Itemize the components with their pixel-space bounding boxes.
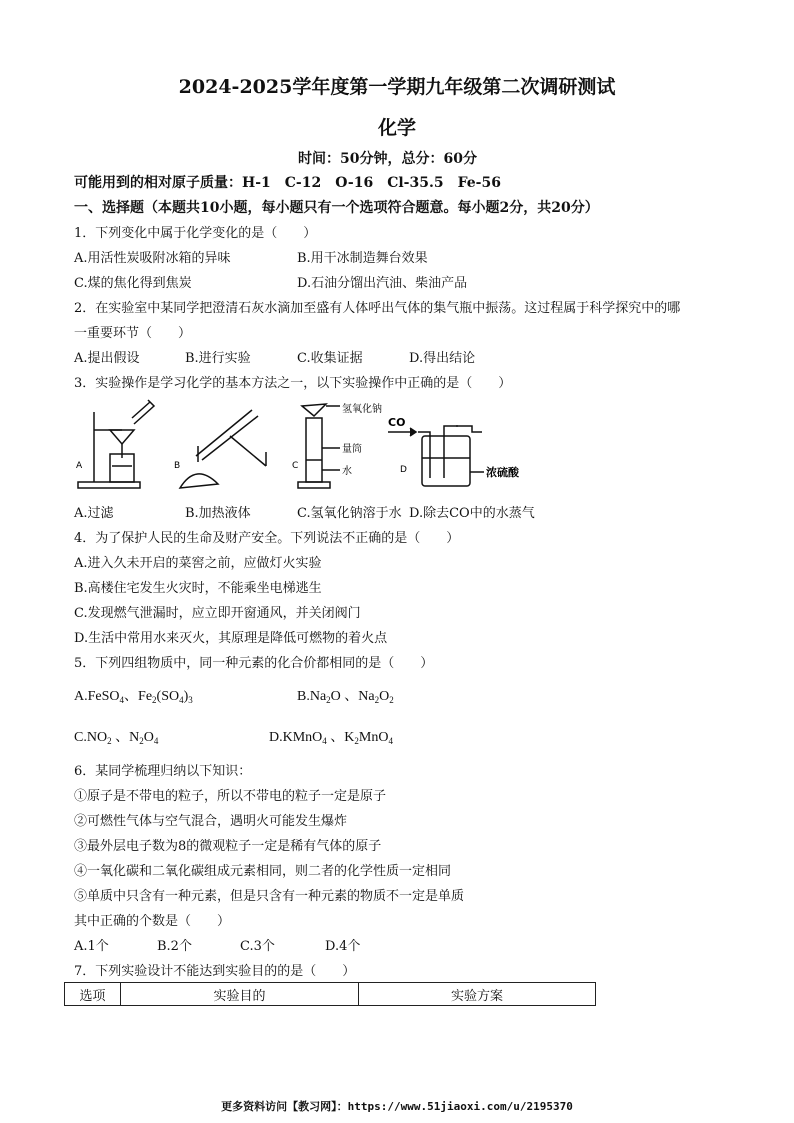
q6-option-a: A.1个 [74, 939, 109, 954]
q3-stem: 3．实验操作是学习化学的基本方法之一，以下实验操作中正确的是（ ） [74, 376, 512, 391]
figure-label-b: B [174, 461, 181, 471]
q4-option-a: A.进入久未开启的菜窖之前，应做灯火实验 [74, 556, 322, 571]
q5-label-b: B. [297, 689, 310, 704]
atomic-masses: 可能用到的相对原子质量：H-1 C-12 O-16 Cl-35.5 Fe-56 [74, 175, 501, 191]
q4-option-d: D.生活中常用水来灭火，其原理是降低可燃物的着火点 [74, 631, 388, 646]
subject-title: 化学 [377, 117, 416, 139]
q5-option-d: D.KMnO$_4$ 、$K_2MnO_4$ [269, 730, 393, 746]
q7-stem: 7．下列实验设计不能达到实验目的的是（ ） [74, 964, 356, 979]
q3-option-c: C.氢氧化钠溶于水 [297, 506, 402, 521]
header-plan: 实验方案 [359, 983, 596, 1006]
q6-option-c: C.3个 [240, 939, 275, 954]
q2-option-a: A.提出假设 [74, 351, 140, 366]
q3-apparatus-figures [70, 396, 600, 496]
q6-statement-5: ⑤单质中只含有一种元素，但是只含有一种元素的物质不一定是单质 [74, 889, 465, 904]
header-goal: 实验目的 [121, 983, 359, 1006]
q2-option-b: B.进行实验 [185, 351, 251, 366]
label-cylinder: 量筒 [342, 444, 362, 455]
figure-label-d: D [400, 465, 407, 475]
q4-stem: 4．为了保护人民的生命及财产安全。下列说法不正确的是（ ） [74, 531, 460, 546]
q2-option-c: C.收集证据 [297, 351, 363, 366]
q6-statement-1: ①原子是不带电的粒子，所以不带电的粒子一定是原子 [74, 789, 387, 804]
q5-label-a: A. [74, 689, 88, 704]
time-info: 时间：50分钟，总分：60分 [298, 151, 477, 167]
q5-label-d: D. [269, 730, 283, 745]
q4-option-b: B.高楼住宅发生火灾时，不能乘坐电梯逃生 [74, 581, 322, 596]
figure-label-c: C [292, 461, 299, 471]
q6-statement-3: ③最外层电子数为8的微观粒子一定是稀有气体的原子 [74, 839, 382, 854]
label-naoh: 氢氧化钠 [342, 404, 382, 415]
q1-option-a: A.用活性炭吸附冰箱的异味 [74, 251, 231, 266]
q1-stem: 1．下列变化中属于化学变化的是（ ） [74, 226, 317, 241]
q5-option-c: $C.NO_2$ 、$N_2O_4$ [74, 730, 159, 746]
q5-option-b: $B.Na_2O$ 、$Na_2O_2$ [297, 689, 394, 705]
q3-option-a: A.过滤 [74, 506, 114, 521]
exam-title: 2024-2025学年度第一学期九年级第二次调研测试 [178, 76, 616, 98]
q6-statement-4: ④一氧化碳和二氧化碳组成元素相同，则二者的化学性质一定相同 [74, 864, 452, 879]
q5-option-a: A.FeSO$_4$、$Fe_2(SO_4)_3$ [74, 689, 193, 705]
table-header-row [65, 983, 596, 1006]
figure-label-a: A [76, 461, 83, 471]
q2-stem-line2: 一重要环节（ ） [74, 326, 192, 341]
q5-label-c: C. [74, 730, 87, 745]
q6-stem: 6．某同学梳理归纳以下知识： [74, 764, 252, 779]
header-option: 选项 [65, 983, 121, 1006]
figure-a-filtration [78, 400, 154, 488]
q3-option-d: D.除去CO中的水蒸气 [409, 506, 535, 521]
q1-option-d: D.石油分馏出汽油、柴油产品 [297, 276, 468, 291]
q6-option-b: B.2个 [157, 939, 192, 954]
figure-b-heating-liquid [180, 410, 266, 488]
q2-stem-line1: 2．在实验室中某同学把澄清石灰水滴加至盛有人体呼出气体的集气瓶中振荡。这过程属于科学探究中的哪 [74, 301, 681, 316]
q1-option-b: B.用干冰制造舞台效果 [297, 251, 428, 266]
label-co: CO [388, 416, 406, 429]
q5-stem: 5．下列四组物质中，同一种元素的化合价都相同的是（ ） [74, 656, 434, 671]
q7-table [64, 982, 596, 1006]
q1-option-c: C.煤的焦化得到焦炭 [74, 276, 192, 291]
q2-option-d: D.得出结论 [409, 351, 476, 366]
q4-option-c: C.发现燃气泄漏时，应立即开窗通风，并关闭阀门 [74, 606, 361, 621]
figure-c-cylinder [298, 404, 340, 488]
q6-statement-2: ②可燃性气体与空气混合，遇明火可能发生爆炸 [74, 814, 348, 829]
footer-link[interactable]: 更多资料访问【教习网】：https://www.51jiaoxi.com/u/2195370 [221, 1100, 573, 1113]
label-acid: 浓硫酸 [486, 466, 519, 479]
q3-option-b: B.加热液体 [185, 506, 251, 521]
q6-option-d: D.4个 [325, 939, 361, 954]
section-heading: 一、选择题（本题共10小题，每小题只有一个选项符合题意。每小题2分，共20分） [74, 200, 599, 216]
q6-ask: 其中正确的个数是（ ） [74, 914, 231, 929]
figure-d-gas-bottle [388, 426, 484, 486]
label-water: 水 [342, 466, 352, 477]
